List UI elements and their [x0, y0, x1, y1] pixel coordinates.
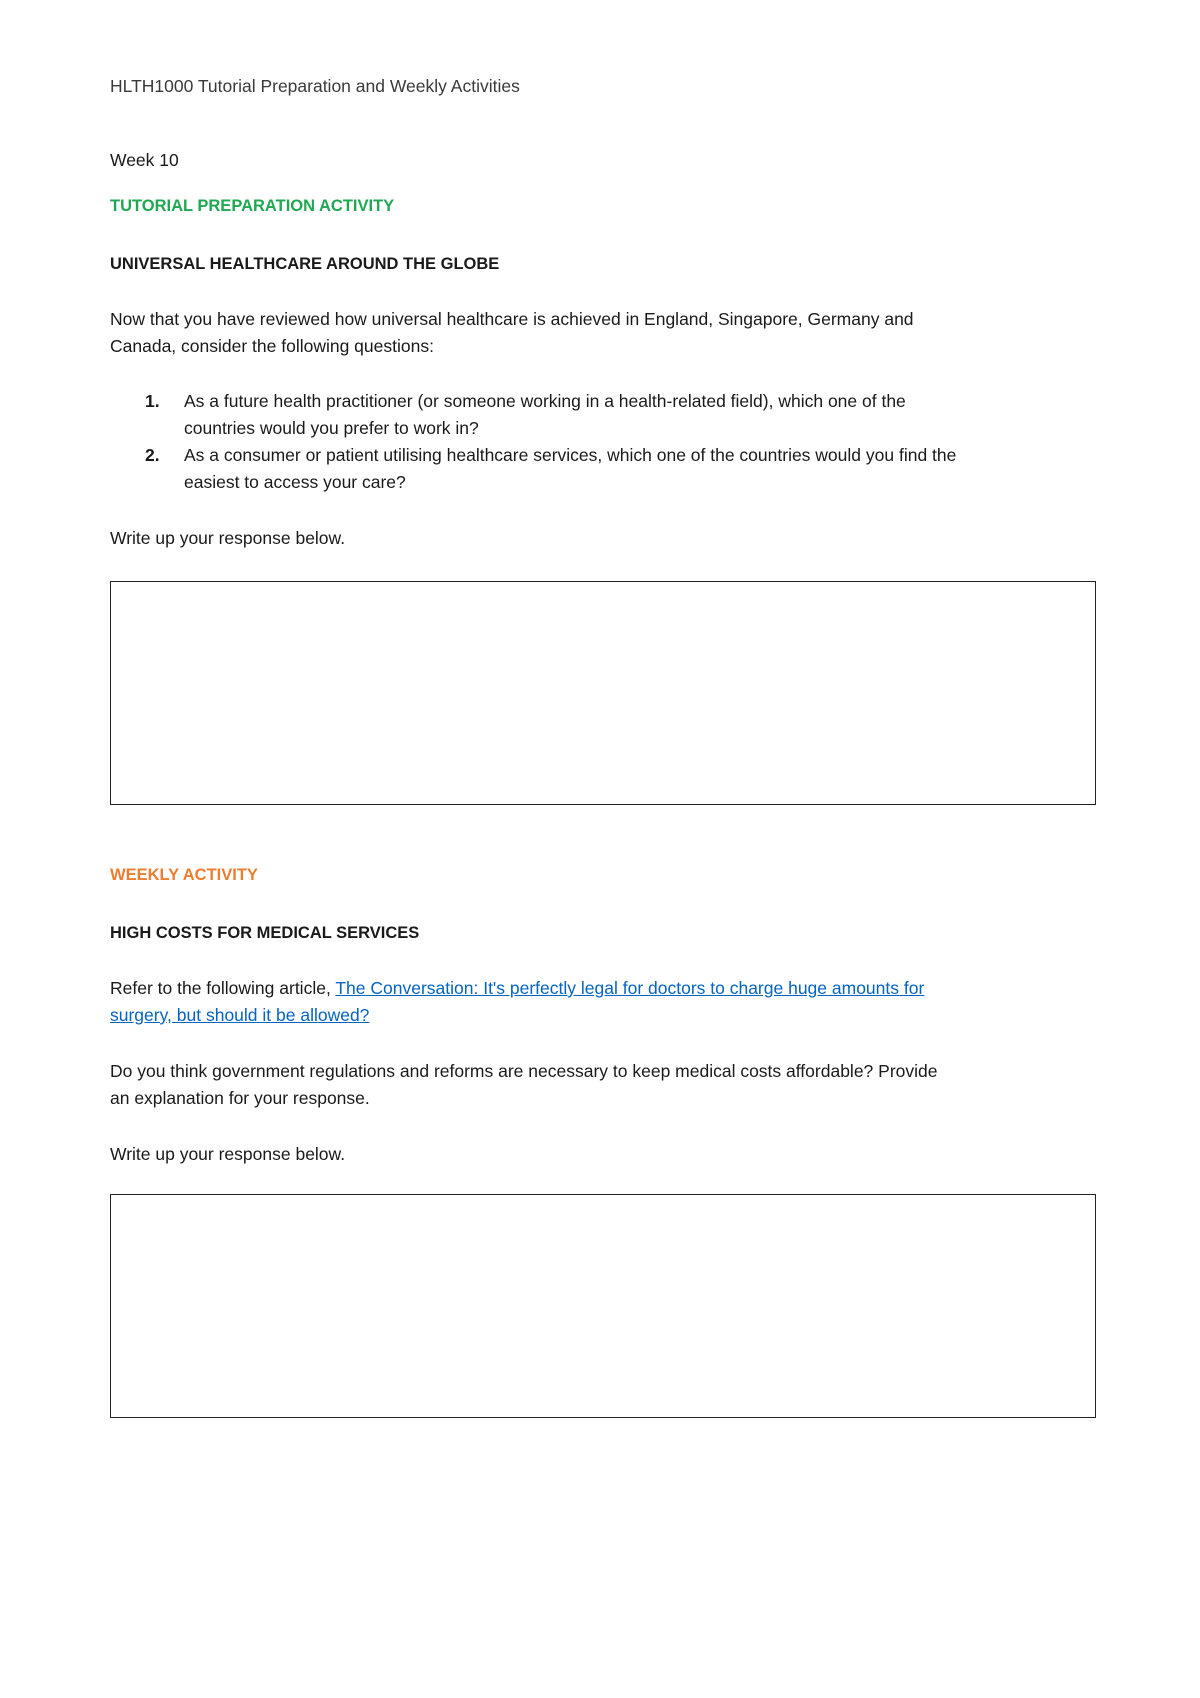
tutorial-question-item — [110, 442, 1100, 496]
weekly-question-line: Do you think government regulations and reforms are necessary to keep medical costs affordable? Provide — [110, 1061, 938, 1081]
question-text-line: As a future health practitioner (or someone working in a health-related field), which one of the — [184, 391, 906, 411]
question-number: 2. — [145, 445, 160, 465]
tutorial-response-box[interactable] — [110, 581, 1096, 805]
article-reference-line — [110, 1002, 1100, 1029]
tutorial-question-list — [110, 388, 1100, 496]
weekly-activity-heading: WEEKLY ACTIVITY — [110, 866, 258, 884]
weekly-write-prompt: Write up your response below. — [110, 1144, 346, 1164]
article-reference — [110, 975, 1100, 1029]
weekly-question-line: an explanation for your response. — [110, 1088, 370, 1108]
tutorial-write-prompt: Write up your response below. — [110, 528, 346, 548]
article-link-continued[interactable]: surgery, but should it be allowed? — [110, 1005, 370, 1025]
question-text-line: countries would you prefer to work in? — [184, 418, 479, 438]
article-reference-line — [110, 975, 1100, 1002]
refer-prefix-text: Refer to the following article, — [110, 978, 336, 998]
tutorial-question-item — [110, 388, 1100, 442]
question-number: 1. — [145, 391, 160, 411]
tutorial-topic-title: UNIVERSAL HEALTHCARE AROUND THE GLOBE — [110, 255, 500, 273]
weekly-question — [110, 1058, 1100, 1112]
tutorial-preparation-heading: TUTORIAL PREPARATION ACTIVITY — [110, 197, 395, 215]
weekly-topic-title: HIGH COSTS FOR MEDICAL SERVICES — [110, 924, 420, 942]
article-link[interactable]: The Conversation: It's perfectly legal for doctors to charge huge amounts for — [335, 978, 925, 998]
question-text-line: easiest to access your care? — [184, 472, 406, 492]
tutorial-intro-line: Now that you have reviewed how universal healthcare is achieved in England, Singapore, Germany and — [110, 309, 914, 329]
question-text-line: As a consumer or patient utilising healthcare services, which one of the countries would you find the — [184, 445, 957, 465]
document-header: HLTH1000 Tutorial Preparation and Weekly Activities — [110, 76, 520, 96]
week-label: Week 10 — [110, 150, 179, 170]
weekly-response-box[interactable] — [110, 1194, 1096, 1418]
tutorial-intro — [110, 306, 1100, 360]
tutorial-intro-line: Canada, consider the following questions: — [110, 336, 434, 356]
